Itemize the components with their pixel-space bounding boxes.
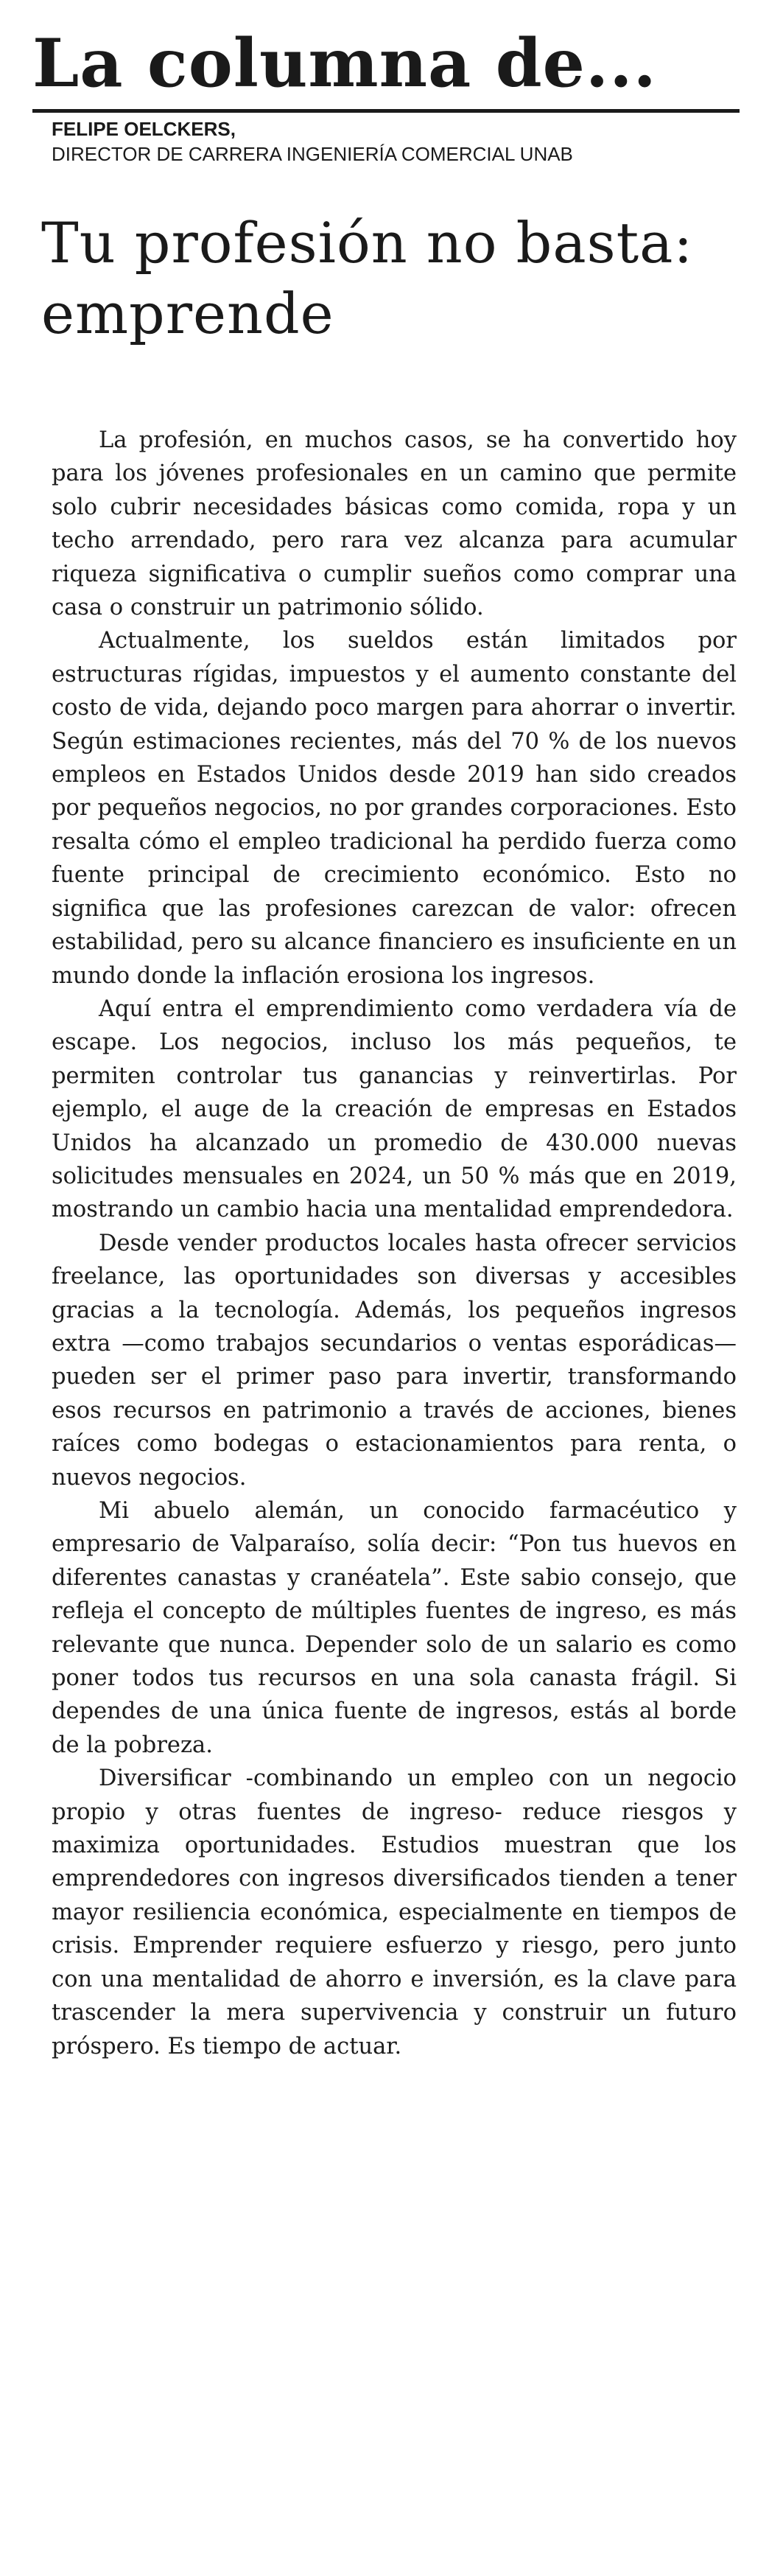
section-header xyxy=(32,22,740,113)
section-title: La columna de... xyxy=(32,24,657,102)
article-paragraph: Diversificar -combinando un empleo con un negocio propio y otras fuentes de ingreso- reduce riesgos y maximiza oportunidades. Estudios muestran que los emprendedores con ingresos diversificados tienden a tener mayor resiliencia económica, especialmente en tiempos de crisis. Emprender requiere esfuerzo y riesgo, pero junto con una mentalidad de ahorro e inversión, es la clave para trascender la mera supervivencia y construir un futuro próspero. Es tiempo de actuar. xyxy=(52,1765,737,2059)
article-paragraph: Mi abuelo alemán, un conocido farmacéutico y empresario de Valparaíso, solía decir: “Pon tus huevos en diferentes canastas y cranéatela”. Este sabio consejo, que refleja el concepto de múltiples fuentes de ingreso, es más relevante que nunca. Depender solo de un salario es como poner todos tus recursos en una sola canasta frágil. Si dependes de una única fuente de ingresos, estás al borde de la pobreza. xyxy=(52,1498,737,1758)
article-paragraph: La profesión, en muchos casos, se ha convertido hoy para los jóvenes profesionales en un camino que permite solo cubrir necesidades básicas como comida, ropa y un techo arrendado, pero rara vez alcanza para acumular riqueza significativa o cumplir sueños como comprar una casa o construir un patrimonio sólido. xyxy=(52,427,737,621)
article-body xyxy=(52,424,737,2063)
article-paragraph: Desde vender productos locales hasta ofrecer servicios freelance, las oportunidades son diversas y accesibles gracias a la tecnología. Además, los pequeños ingresos extra —como trabajos secundarios o ventas esporádicas— pueden ser el primer paso para invertir, transformando esos recursos en patrimonio a través de acciones, bienes raíces como bodegas o estacionamientos para renta, o nuevos negocios. xyxy=(52,1230,737,1491)
byline xyxy=(52,116,573,167)
article-paragraph: Aquí entra el emprendimiento como verdadera vía de escape. Los negocios, incluso los más pequeños, te permiten controlar tus ganancias y reinvertirlas. Por ejemplo, el auge de la creación de empresas en Estados Unidos ha alcanzado un promedio de 430.000 nuevas solicitudes mensuales en 2024, un 50 % más que en 2019, mostrando un cambio hacia una mentalidad emprendedora. xyxy=(52,995,737,1223)
author-name: FELIPE OELCKERS, xyxy=(52,118,236,140)
author-role: DIRECTOR DE CARRERA INGENIERÍA COMERCIAL UNAB xyxy=(52,143,573,165)
article-headline: Tu profesión no basta: emprende xyxy=(41,210,694,346)
article-paragraph: Actualmente, los sueldos están limitados por estructuras rígidas, impuestos y el aumento constante del costo de vida, dejando poco margen para ahorrar o invertir. Según estimaciones recientes, más del 70 % de los nuevos empleos en Estados Unidos desde 2019 han sido creados por pequeños negocios, no por grandes corporaciones. Esto resalta cómo el empleo tradicional ha perdido fuerza como fuente principal de crecimiento económico. Esto no significa que las profesiones carezcan de valor: ofrecen estabilidad, pero su alcance financiero es insuficiente en un mundo donde la inflación erosiona los ingresos. xyxy=(52,628,737,989)
